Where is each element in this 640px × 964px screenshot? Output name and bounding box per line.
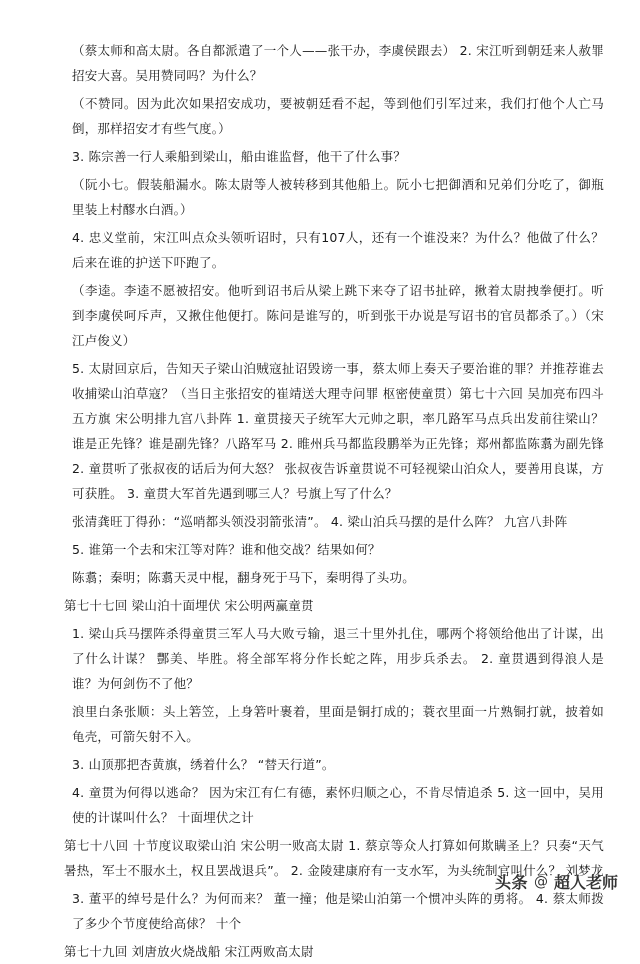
paragraph-5: 4. 忠义堂前，宋江叫点众头领听诏时，只有107人，还有一个谁没来？为什么？他做了什么？后来在谁的护送下吓跑了。: [72, 230, 604, 270]
paragraph-14: 3. 山顶那把杏黄旗，绣着什么？ “替天行道”。: [72, 757, 335, 772]
paragraph-7: 5. 太尉回京后，告知天子梁山泊贼寇扯诏毁谤一事，蔡太师上奏天子要治谁的罪？并推荐谁去收捕梁山泊草寇？（当日主张招安的崔靖送大理寺问罪 枢密使童贯）第七十六回 吴加亮布四斗五方旗 宋公明排九宫八卦阵 1. 童贯接天子统军大元帅之职，率几路军马点兵出发前往梁山？谁是正先锋？谁是副先锋？八路军马 2. 睢州兵马都监段鹏举为正先锋；郑州都监陈翥为副先锋 2. 童贯听了张叔夜的话后为何大怒？ 张叔夜告诉童贯说不可轻视梁山泊众人，要善用良谋，方可获胜。 3. 童贯大军首先遇到哪三人？号旗上写了什么？: [72, 361, 604, 501]
watermark-at: @: [533, 873, 548, 890]
paragraph-2: （不赞同。因为此次如果招安成功，要被朝廷看不起，等到他们引军过来，我们打他个人亡马倒，那样招安才有些气度。）: [72, 96, 604, 136]
watermark-brand: 头条: [494, 873, 528, 892]
paragraph-10: 陈翥；秦明；陈翥天灵中棍，翻身死于马下，秦明得了头功。: [72, 570, 415, 585]
paragraph-9: 5. 谁第一个去和宋江等对阵？谁和他交战？结果如何？: [72, 542, 381, 557]
paragraph-13: 浪里白条张顺：头上箬笠，上身箬叶裹着，里面是铜打成的；蓑衣里面一片熟铜打就，披着如龟壳，可箭矢射不入。: [72, 704, 604, 744]
paragraph-8: 张清龚旺丁得孙：“巡哨都头领没羽箭张清”。 4. 梁山泊兵马摆的是什么阵？ 九宫八卦阵: [72, 514, 568, 529]
watermark-author: 超人老师: [553, 873, 618, 892]
chapter-heading-77: 第七十七回 梁山泊十面埋伏 宋公明两赢童贯: [64, 598, 314, 613]
paragraph-1: （蔡太师和高太尉。各自都派遣了一个人——张干办，李虞侯跟去） 2. 宋江听到朝廷来人赦罪招安大喜。吴用赞同吗？为什么？: [72, 43, 604, 83]
chapter-heading-79: 第七十九回 刘唐放火烧战船 宋江两败高太尉: [64, 944, 314, 959]
paragraph-12: 1. 梁山兵马摆阵杀得童贯三军人马大败亏输，退三十里外扎住，哪两个将领给他出了计谋，出了什么计谋？ 酆美、毕胜。将全部军将分作长蛇之阵，用步兵杀去。 2. 童贯遇到得浪人是谁？为何剑伤不了他？: [72, 626, 604, 691]
document-body: [64, 38, 604, 964]
paragraph-6: （李逵。李逵不愿被招安。他听到诏书后从梁上跳下来夺了诏书扯碎，揪着太尉拽拳便打。听到李虞侯呵斥声，又揪住他便打。陈问是谁写的，听到张干办说是写诏书的官员都杀了。）（宋江卢俊义）: [72, 283, 604, 348]
paragraph-3: 3. 陈宗善一行人乘船到梁山，船由谁监督，他干了什么事？: [72, 149, 407, 164]
watermark: [495, 870, 618, 893]
chapter-heading-78: 第七十八回 十节度议取梁山泊 宋公明一败高太尉 1. 蔡京等众人打算如何欺瞒圣上？只奏“天气暑热，军士不服水土，权且罢战退兵”。 2. 金陵建康府有一支水军，为头统制官叫什么？ 刘梦龙: [64, 838, 604, 878]
paragraph-4: （阮小七。假装船漏水。陈太尉等人被转移到其他船上。阮小七把御酒和兄弟们分吃了，御瓶里装上村醪水白酒。）: [72, 177, 604, 217]
paragraph-17: 3. 董平的绰号是什么？为何而来？ 董一撞；他是梁山泊第一个惯冲头阵的勇将。 4. 蔡太师拨了多少个节度使给高俅？ 十个: [72, 891, 604, 931]
paragraph-15: 4. 童贯为何得以逃命？ 因为宋江有仁有德，素怀归顺之心，不肯尽情追杀 5. 这一回中，吴用使的计谋叫什么？ 十面埋伏之计: [72, 785, 604, 825]
